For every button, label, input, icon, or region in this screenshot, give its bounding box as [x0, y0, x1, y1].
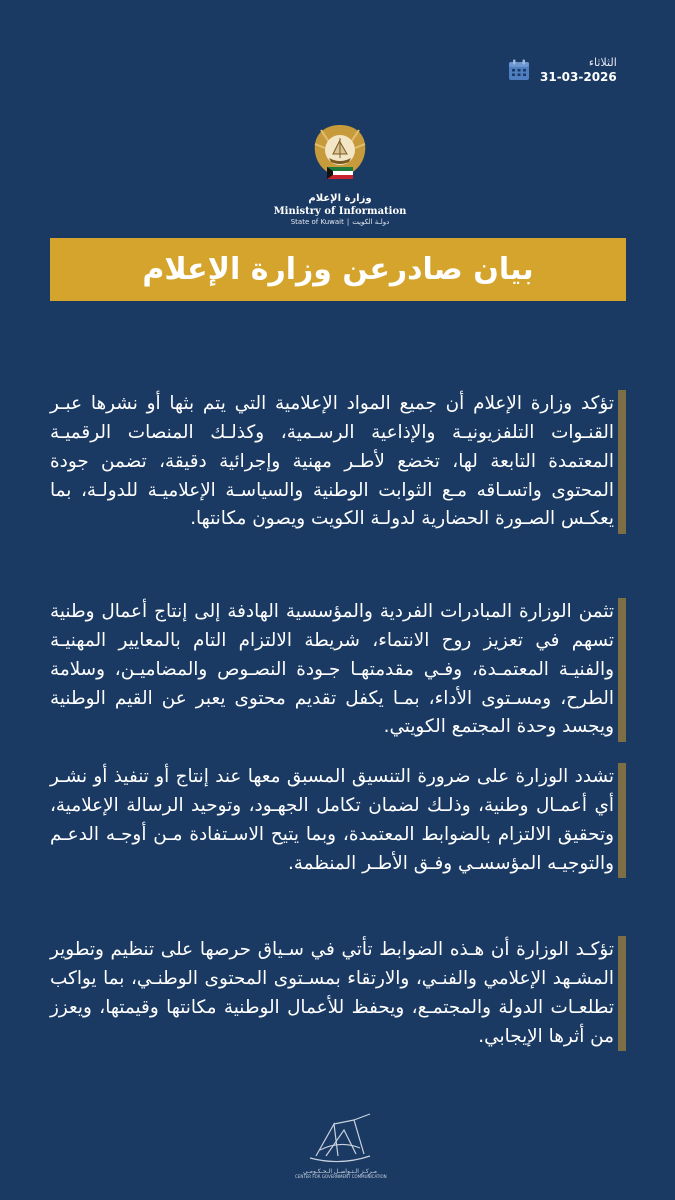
- day-label: الثلاثاء: [588, 56, 617, 69]
- paragraph-4: تؤكـد الوزارة أن هـذه الضوابط تأتي في سـياق حرصها على تنظيم وتطوير المشـهد الإعلامي والفنـي، والارتقاء بمسـتوى المحتوى الوطنـي، بما يواكب تطلعـات الدولة والمجتمـع، ويحفظ للأعمال الوطنية مكانتها وقيمتها، ويعزز من أثرها الإيجابي.: [50, 936, 626, 1051]
- state-name-ar: دولـة الكويت: [352, 218, 390, 226]
- ministry-logo: [270, 122, 410, 228]
- government-communication-logo-icon: [304, 1110, 376, 1168]
- title-banner: [50, 238, 626, 301]
- ministry-name-en: Ministry of Information: [273, 206, 407, 217]
- state-line: State of Kuwait | دولـة الكويت: [290, 218, 390, 226]
- date-label: 31-03-2026: [540, 69, 617, 84]
- page-title: بيان صادرعن وزارة الإعلام: [142, 252, 534, 287]
- calendar-icon: [508, 59, 530, 81]
- footer-logo: [295, 1110, 385, 1180]
- date-header: [508, 56, 617, 85]
- kuwait-emblem-icon: [303, 122, 377, 188]
- footer-name-en: CENTER FOR GOVERNMENT COMMUNICATION: [295, 1174, 387, 1180]
- state-name-en: State of Kuwait: [290, 218, 344, 226]
- paragraph-3: تشدد الوزارة على ضرورة التنسيق المسبق معها عند إنتاج أو تنفيذ أو نشـر أي أعمـال وطنية، وذلـك لضمان تكامل الجهـود، وتوحيد الرسالة الإعلامية، وتحقيق الالتزام بالضوابط المعتمدة، وبما يتيح الاسـتفادة مـن أوجـه الدعـم والتوجيـه المؤسسـي وفـق الأطـر المنظمة.: [50, 763, 626, 878]
- paragraph-2: تثمن الوزارة المبادرات الفردية والمؤسسية الهادفة إلى إنتاج أعمال وطنية تسهم في تعزيز روح الانتماء، شريطة الالتزام التام بالمعايير المهنيـة والفنيـة المعتمـدة، وفـي مقدمتهـا جـودة النصـوص والمضاميـن، وسلامة الطرح، ومسـتوى الأداء، بمـا يكفل تقديم محتوى يعبر عن القيم الوطنية ويجسد وحدة المجتمع الكويتي.: [50, 598, 626, 742]
- paragraph-1: تؤكد وزارة الإعلام أن جميع المواد الإعلامية التي يتم بثها أو نشرها عبـر القنـوات التلفزيونيـة والإذاعية الرسـمية، وكذلـك المنصات الرقميـة المعتمدة التابعة لها، تخضع لأطـر مهنية وإجرائية دقيقة، تضمن جودة المحتوى واتسـاقه مـع الثوابت الوطنية والسياسـة الإعلاميـة للدولـة، بما يعكـس الصـورة الحضارية لدولـة الكويت ويصون مكانتها.: [50, 390, 626, 534]
- ministry-name-ar: وزارة الإعلام: [308, 193, 372, 204]
- footer-name-ar: مـركـز الـتـواصـل الـحـكـومـي: [302, 1168, 378, 1175]
